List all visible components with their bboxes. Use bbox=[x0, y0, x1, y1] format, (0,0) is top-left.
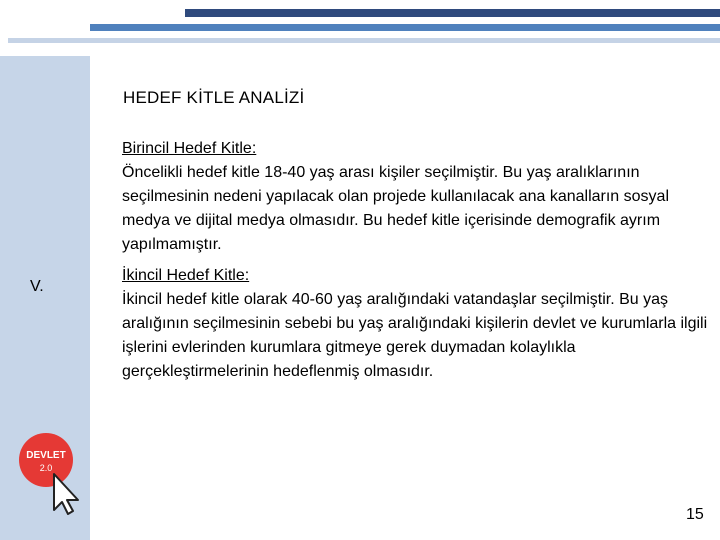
cursor-arrow-icon bbox=[54, 474, 78, 514]
devlet-logo bbox=[16, 430, 80, 516]
header-bar-dark bbox=[185, 9, 720, 17]
logo-text-line1: DEVLET bbox=[26, 450, 66, 461]
primary-audience-section bbox=[122, 137, 712, 257]
primary-audience-heading: Birincil Hedef Kitle: bbox=[122, 140, 257, 157]
header-bar-light bbox=[8, 38, 720, 43]
secondary-audience-heading: İkincil Hedef Kitle: bbox=[122, 267, 250, 284]
slide-title: HEDEF KİTLE ANALİZİ bbox=[123, 88, 305, 107]
page-number: 15 bbox=[686, 506, 704, 523]
primary-audience-text: Öncelikli hedef kitle 18-40 yaş arası kişiler seçilmiştir. Bu yaş aralıklarının seçilmesinin nedeni yapılacak olan projede kullanılacak ana kanalların sosyal medya ve dijital medya olmasıdır. Bu hedef kitle içerisinde demografik ayrım yapılmamıştır. bbox=[122, 164, 669, 253]
logo-text-line2: 2.0 bbox=[39, 463, 53, 473]
secondary-audience-text: İkincil hedef kitle olarak 40-60 yaş aralığındaki vatandaşlar seçilmiştir. Bu yaş aralığının seçilmesinin sebebi bu yaş aralığındaki kişilerin devlet ve kurumlarla ilgili işlerini evlerinden kurumlara gitmeye gerek duymadan kolaylıkla gerçekleştirmelerinin hedeflenmiş olmasıdır. bbox=[122, 291, 708, 380]
header-bar-blue bbox=[90, 24, 720, 31]
section-number: V. bbox=[30, 278, 44, 295]
secondary-audience-section bbox=[122, 264, 712, 384]
